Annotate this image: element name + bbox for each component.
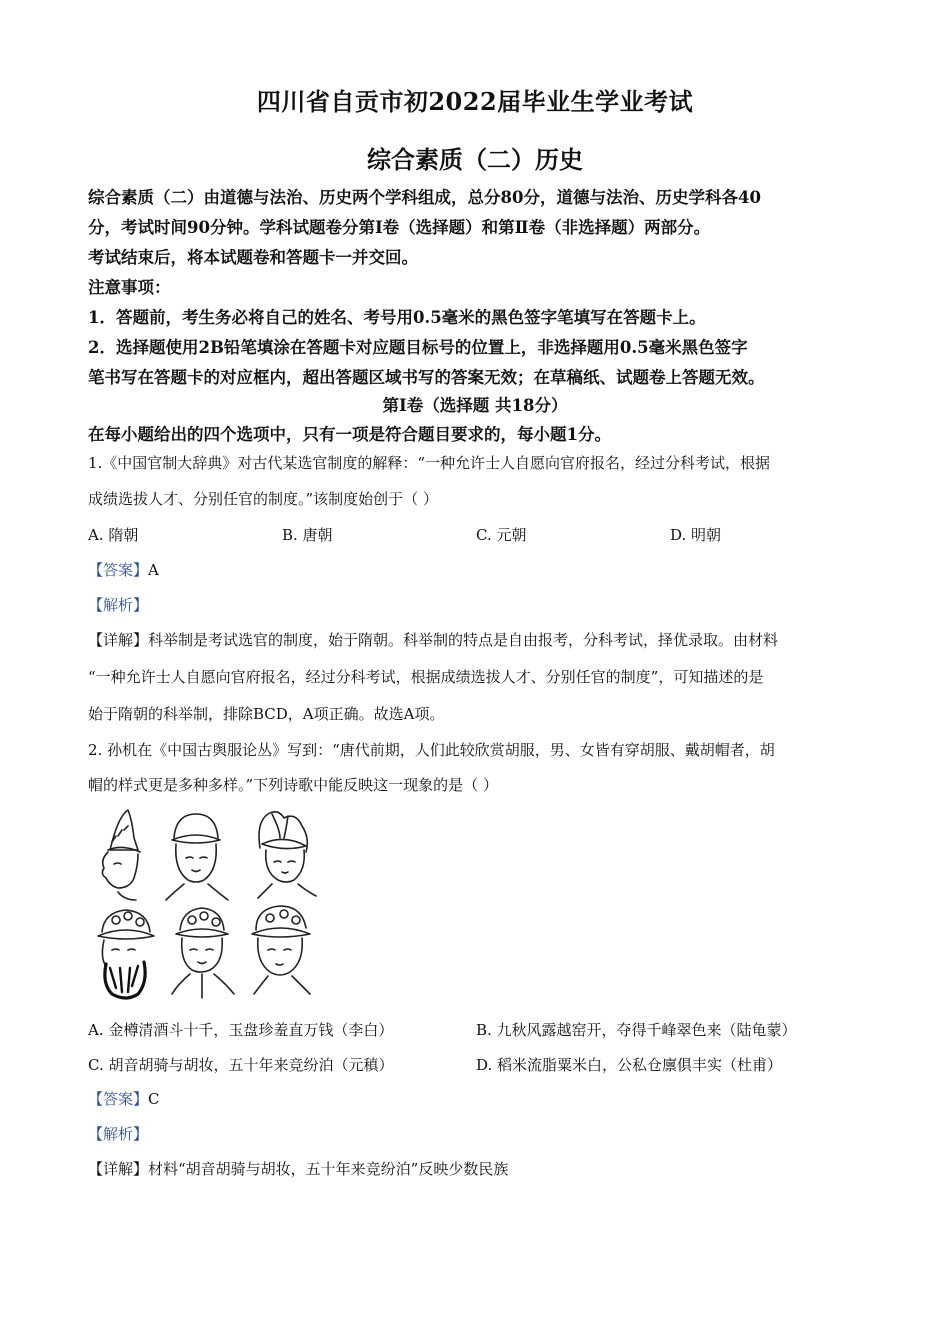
q1-option-a: A. 隋朝	[88, 526, 139, 544]
head-2-round-cap	[166, 814, 228, 900]
q1-detail-line-2: “一种允许士人自愿向官府报名，经过分科考试，根据成绩选拔人才、分别任官的制度”，可知描述的是	[88, 668, 764, 686]
q1-detail-line-1	[88, 629, 778, 650]
analysis-tag: 【解析】	[88, 596, 149, 614]
hu-hats-illustration	[88, 808, 328, 1003]
answer-tag: 【答案】	[88, 561, 149, 579]
section-instruction: 在每小题给出的四个选项中，只有一项是符合题目要求的，每小题1分。	[88, 425, 611, 444]
detail-tag: 【详解】	[88, 631, 149, 649]
intro-line-3: 考试结束后，将本试题卷和答题卡一并交回。	[88, 248, 418, 267]
notice-item-1: 1．答题前，考生务必将自己的姓名、考号用0.5毫米的黑色签字笔填写在答题卡上。	[88, 308, 706, 327]
q1-option-d: D. 明朝	[670, 526, 722, 544]
intro-line-1: 综合素质（二）由道德与法治、历史两个学科组成，总分80分，道德与法治、历史学科各40	[88, 188, 761, 207]
notice-item-2a: 2．选择题使用2B铅笔填涂在答题卡对应题目标号的位置上，非选择题用0.5毫米黑色签字	[88, 338, 748, 357]
q1-stem-line-1: 1.《中国官制大辞典》对古代某选官制度的解释：“一种允许士人自愿向官府报名，经过分科考试，根据	[88, 454, 770, 472]
q1-option-b: B. 唐朝	[282, 526, 333, 544]
q1-option-c: C. 元朝	[476, 526, 527, 544]
answer-tag: 【答案】	[88, 1090, 149, 1108]
notice-item-2b: 笔书写在答题卡的对应框内，超出答题区域书写的答案无效；在草稿纸、试题卷上答题无效。	[88, 368, 765, 387]
answer-value: A	[148, 561, 159, 579]
exam-title: 四川省自贡市初2022届毕业生学业考试	[256, 87, 694, 116]
analysis-tag: 【解析】	[88, 1125, 149, 1143]
q2-option-c: C. 胡音胡骑与胡妆，五十年来竞纷泊（元稹）	[88, 1056, 394, 1074]
q2-answer	[88, 1088, 160, 1109]
intro-line-2: 分，考试时间90分钟。学科试题卷分第Ⅰ卷（选择题）和第Ⅱ卷（非选择题）两部分。	[88, 218, 711, 237]
q1-analysis-tag	[88, 594, 148, 615]
head-6-decorated-hood	[252, 906, 310, 994]
q2-stem-line-1: 2. 孙机在《中国古舆服论丛》写到：“唐代前期，人们此较欣赏胡服，男、女皆有穿胡服、戴胡帽者，胡	[88, 741, 775, 759]
q2-stem-line-2: 帽的样式更是多种多样。”下列诗歌中能反映这一现象的是（ ）	[88, 776, 498, 794]
exam-subtitle: 综合素质（二）历史	[367, 145, 583, 174]
q1-stem-line-2: 成绩选拔人才、分别任官的制度。”该制度始创于（ ）	[88, 490, 438, 508]
q1-answer	[88, 559, 159, 580]
head-1-pointed-hat	[102, 810, 140, 900]
head-5-decorated-cap	[172, 908, 234, 998]
q2-option-d: D. 稻米流脂粟米白，公私仓廪俱丰实（杜甫）	[476, 1056, 783, 1074]
answer-value: C	[148, 1090, 160, 1108]
q2-analysis-tag	[88, 1123, 148, 1144]
detail-tag: 【详解】	[88, 1160, 149, 1178]
head-3-hood	[258, 812, 316, 898]
notice-title: 注意事项：	[88, 278, 171, 297]
section-title: 第Ⅰ卷（选择题 共18分）	[382, 396, 568, 415]
q2-option-b: B. 九秋风露越窑开，夺得千峰翠色来（陆龟蒙）	[476, 1021, 797, 1039]
q2-option-a: A. 金樽清酒斗十千，玉盘珍羞直万钱（李白）	[88, 1021, 394, 1039]
q2-detail-line-1	[88, 1158, 508, 1179]
detail-text: 科举制是考试选官的制度，始于隋朝。科举制的特点是自由报考，分科考试，择优录取。由材料	[148, 631, 779, 649]
q1-detail-line-3: 始于隋朝的科举制，排除BCD，A项正确。故选A项。	[88, 705, 445, 723]
detail-text: 材料“胡音胡骑与胡妆，五十年来竞纷泊”反映少数民族	[148, 1160, 509, 1178]
head-4-bearded	[98, 910, 154, 998]
